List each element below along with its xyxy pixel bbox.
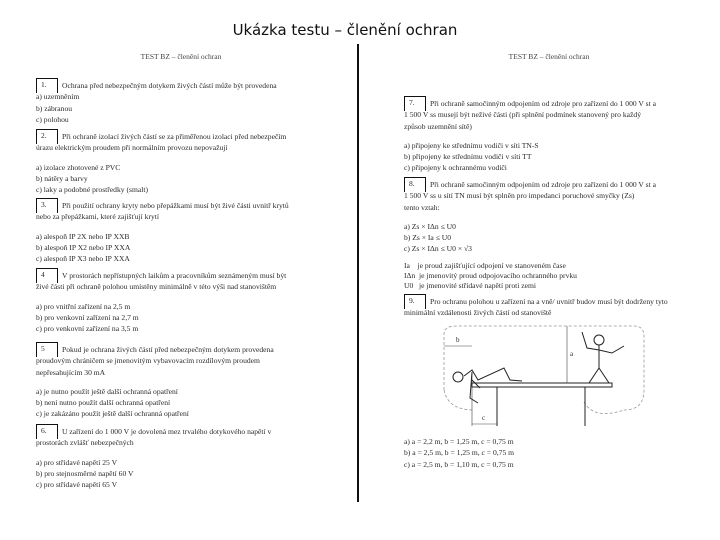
- symbol-definition: IΔn je jmenovitý proud odpojovacího ochranného prvku: [404, 270, 577, 280]
- question-line: prostorách zvlášť nebezpečných: [36, 438, 134, 448]
- answer-option: b) připojeny ke střednímu vodiči v síti TT: [404, 152, 532, 162]
- question-text: [36, 129, 321, 154]
- answer-options: [404, 140, 689, 174]
- question-text: [404, 96, 689, 132]
- question-number: 7.: [404, 96, 426, 111]
- question-line: 1 500 V ss musejí být neživé části (při splnění podmínek stanovený pro každý: [404, 110, 641, 120]
- symbol-definition: U0 je jmenovité střídavé napětí proti zemi: [404, 280, 537, 290]
- answer-option: b) zábranou: [36, 103, 73, 113]
- answer-options: [36, 162, 321, 196]
- question-line: živé části při ochraně polohou umístěny minimálně v této výši nad stanovištěm: [36, 282, 277, 292]
- question-line: tento vztah:: [404, 202, 440, 212]
- answer-option: a) Zs × IΔn ≤ U0: [404, 221, 456, 231]
- answer-option: b) není nutno použít další ochranná opatření: [36, 398, 171, 408]
- question-6: [36, 424, 321, 490]
- question-line: U zařízení do 1 000 V je dovolená mez trvalého dotykového napětí v: [62, 427, 272, 436]
- question-number: 5: [36, 342, 58, 357]
- answer-option: b) Zs × Ia ≤ U0: [404, 233, 452, 243]
- dimension-label-a: a: [570, 350, 574, 358]
- question-number: 9.: [404, 294, 426, 309]
- question-9: [404, 294, 689, 319]
- answer-option: c) pro střídavé napětí 65 V: [36, 480, 118, 490]
- question-number: 8.: [404, 177, 426, 192]
- dimension-label-c: c: [482, 414, 486, 422]
- answer-option: b) a = 2,5 m, b = 1,25 m, c = 0,75 m: [404, 448, 515, 458]
- question-line: úrazu elektrickým proudem při normálním provozu nepovažují: [36, 143, 228, 153]
- answer-option: b) pro stejnosměrné napětí 60 V: [36, 468, 134, 478]
- question-8: [404, 177, 689, 291]
- question-3: [36, 198, 321, 264]
- answer-option: a) alespoň IP 2X nebo IP XXB: [36, 231, 130, 241]
- symbol-definition: Ia je proud zajišťující odpojení ve stanoveném čase: [404, 260, 566, 270]
- dimension-label-b: b: [456, 336, 460, 344]
- answer-option: c) polohou: [36, 114, 69, 124]
- answer-options: [36, 386, 321, 420]
- question-line: Při použití ochrany kryty nebo přepážkami musí být živé části uvnitř krytů: [62, 201, 289, 210]
- answer-option: b) alespoň IP X2 nebo IP XXA: [36, 242, 131, 252]
- slide-title: Ukázka testu – členění ochran: [232, 21, 458, 39]
- question-text: [36, 424, 321, 449]
- question-line: Ochrana před nebezpečným dotykem živých částí může být provedena: [62, 81, 277, 90]
- answer-option: c) Zs × IΔn ≤ U0 × √3: [404, 244, 472, 254]
- question-1: [36, 78, 321, 125]
- answer-option: b) nátěry a barvy: [36, 173, 88, 183]
- question-number: 4: [36, 268, 58, 283]
- stick-figure-diagram: [434, 320, 674, 430]
- page-divider: [357, 44, 359, 502]
- question-number: 2.: [36, 129, 58, 144]
- question-5: [36, 342, 321, 420]
- left-test-page: [36, 50, 326, 500]
- question-line: V prostorách nepřístupných laikům a pracovníkům seznámeným musí být: [62, 271, 287, 280]
- answer-option: a) pro vnitřní zařízení na 2,5 m: [36, 301, 131, 311]
- page-header: TEST BZ – členění ochran: [508, 52, 590, 61]
- answer-option: c) alespoň IP X3 nebo IP XXA: [36, 254, 130, 264]
- question-number: 1.: [36, 78, 58, 93]
- answer-option: c) a = 2,5 m, b = 1,10 m, c = 0,75 m: [404, 459, 514, 469]
- question-number: 3.: [36, 198, 58, 213]
- answer-options: [404, 221, 689, 255]
- question-4: [36, 268, 321, 334]
- question-text: [36, 198, 321, 223]
- question-line: způsob uzemnění sítě): [404, 121, 472, 131]
- question-line: nepřesahujícím 30 mA: [36, 367, 106, 377]
- question-line: Pro ochranu polohou u zařízení na a vně/ uvnitř budov musí být dodrženy tyto: [430, 297, 668, 306]
- question-text: [36, 78, 321, 91]
- question-text: [36, 342, 321, 378]
- question-line: nebo za přepážkami, které zajišťují krytí: [36, 212, 160, 222]
- symbol-legend: [404, 261, 689, 291]
- question-line: Při ochraně samočinným odpojením od zdroje pro zařízení do 1 000 V st a: [430, 99, 657, 108]
- answer-option: b) pro venkovní zařízení na 2,7 m: [36, 312, 139, 322]
- right-test-page: [404, 50, 694, 500]
- answer-option: a) je nutno použít ještě další ochranná opatření: [36, 386, 178, 396]
- question-text: [404, 177, 689, 213]
- answer-option: a) pro střídavé napětí 25 V: [36, 457, 118, 467]
- answer-option: c) laky a podobné prostředky (smalt): [36, 185, 148, 195]
- page-header: TEST BZ – členění ochran: [140, 52, 222, 61]
- question-line: minimální vzdálenosti živých částí od stanoviště: [404, 308, 552, 318]
- question-text: [404, 294, 689, 319]
- question-line: 1 500 V ss u sítí TN musí být splněn pro impedanci poruchové smyčky (Zs): [404, 191, 635, 201]
- answer-options: [36, 457, 321, 491]
- answer-option: c) pro venkovní zařízení na 3,5 m: [36, 324, 139, 334]
- question-2: [36, 129, 321, 195]
- answer-option: a) izolace zhotovené z PVC: [36, 162, 121, 172]
- question-text: [36, 268, 321, 293]
- q9-answers: [404, 436, 689, 470]
- question-line: Při ochraně samočinným odpojením od zdroje pro zařízení do 1 000 V st a: [430, 180, 657, 189]
- answer-option: c) je zakázáno použít ještě další ochranná opatření: [36, 409, 189, 419]
- question-line: Při ochraně izolací živých částí se za přiměřenou izolaci před nebezpečím: [62, 132, 287, 141]
- answer-option: a) a = 2,2 m, b = 1,25 m, c = 0,75 m: [404, 437, 514, 446]
- answer-option: c) připojeny k ochrannému vodiči: [404, 163, 507, 173]
- question-line: Pokud je ochrana živých částí před nebezpečným dotykem provedena: [62, 345, 274, 354]
- answer-options: [36, 301, 321, 335]
- protection-distance-figure: [434, 320, 674, 430]
- answer-options: [36, 91, 321, 125]
- question-line: proudovým chráničem se jmenovitým vybavovacím rozdílovým proudem: [36, 356, 260, 366]
- answer-options: [36, 231, 321, 265]
- answer-option: a) uzemněním: [36, 92, 80, 102]
- answer-option: a) připojeny ke střednímu vodiči v síti TN-S: [404, 140, 539, 150]
- question-7: [404, 96, 689, 174]
- question-number: 6.: [36, 424, 58, 439]
